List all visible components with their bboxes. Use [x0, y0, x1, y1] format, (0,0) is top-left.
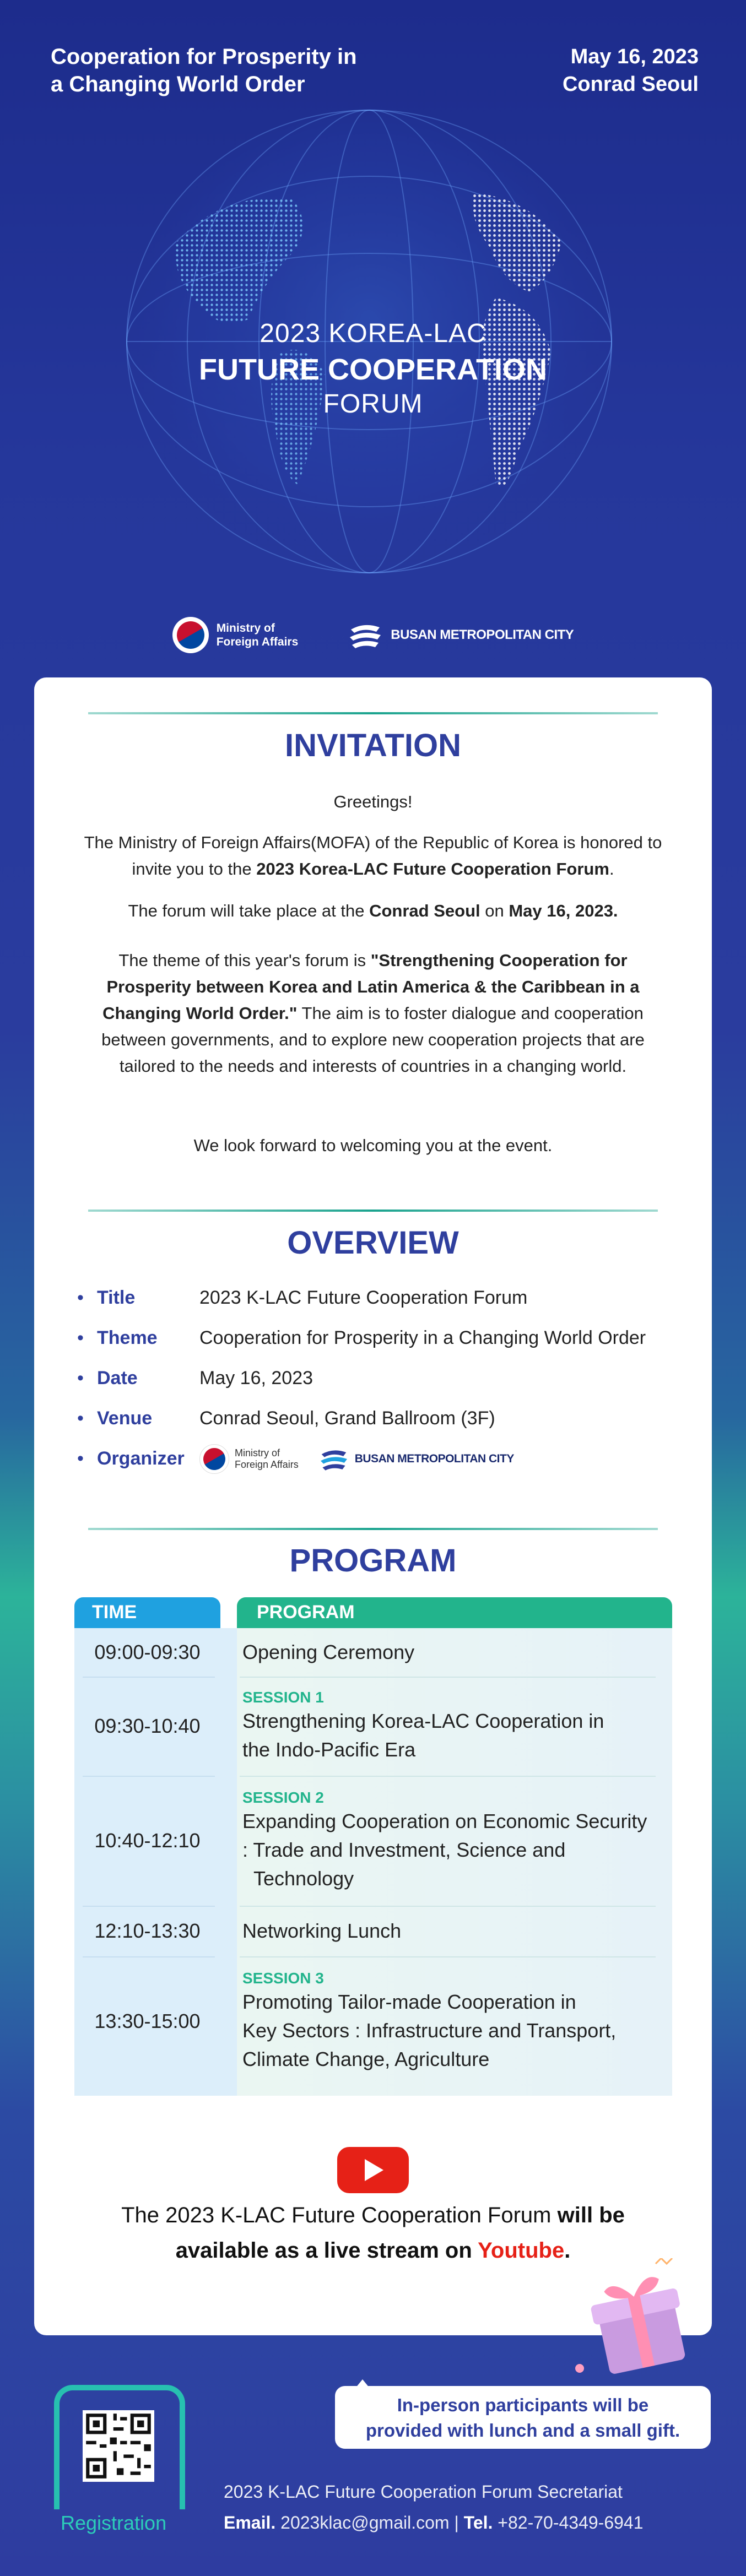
email-label: Email.: [224, 2513, 276, 2532]
row-program: [220, 1776, 672, 1906]
row-divider: [240, 1906, 656, 1907]
p2-on: on: [480, 901, 509, 920]
youtube-icon[interactable]: [337, 2147, 409, 2193]
forum-title-line3: FORUM: [323, 389, 423, 419]
program-rows: [74, 1628, 672, 2086]
p3-theme: "Strengthening Cooperation for Prosperity between Korea and Latin America & the Caribbean in a Changing World Order.": [102, 951, 640, 1023]
row-time: 13:30-15:00: [94, 2010, 201, 2032]
secretariat-name: 2023 K-LAC Future Cooperation Forum Secretariat: [224, 2482, 623, 2502]
p2-text: The forum will take place at the: [128, 901, 370, 920]
bullet: •: [77, 1408, 84, 1429]
section-rule: [88, 1528, 658, 1530]
overview-value: Cooperation for Prosperity in a Changing World Order: [199, 1327, 646, 1348]
invitation-p4: We look forward to welcoming you at the event.: [193, 1136, 553, 1155]
hero-venue: Conrad Seoul: [562, 73, 699, 96]
hero-theme: [51, 43, 403, 98]
tel-link[interactable]: +82-70-4349-6941: [498, 2513, 644, 2532]
section-rule: [88, 1210, 658, 1212]
table-row: [74, 1906, 672, 1956]
mofa-line2: Foreign Affairs: [216, 636, 299, 648]
email-link[interactable]: 2023klac@gmail.com: [280, 2513, 450, 2532]
youtube-link[interactable]: Youtube: [478, 2238, 565, 2263]
program-title: PROGRAM: [289, 1543, 457, 1579]
livestream-end: .: [564, 2238, 571, 2263]
secretariat-contact: [224, 2513, 644, 2533]
gift-note: [335, 2386, 711, 2449]
row-time: 12:10-13:30: [94, 1919, 201, 1942]
overview-row-date: [77, 1358, 683, 1398]
row-program: [220, 1677, 672, 1776]
busan-text: BUSAN METROPOLITAN CITY: [391, 627, 574, 642]
livestream-bold-2: available as a live stream on: [175, 2238, 478, 2263]
busan-logo: [318, 1446, 514, 1472]
bullet: •: [77, 1327, 84, 1348]
bullet: •: [77, 1368, 84, 1389]
hero-theme-line1: Cooperation for Prosperity in: [51, 45, 357, 69]
taeguk-icon: [199, 1444, 229, 1474]
invitation-card: [34, 677, 712, 2335]
hero-date-venue: [563, 43, 699, 98]
overview-value: May 16, 2023: [199, 1368, 313, 1389]
program-table-header: [74, 1597, 672, 1628]
bullet: •: [77, 1448, 84, 1469]
p2-date: May 16, 2023.: [509, 901, 618, 920]
table-row: [74, 1776, 672, 1906]
overview-value: Conrad Seoul, Grand Ballroom (3F): [199, 1408, 495, 1429]
invitation-title: INVITATION: [284, 728, 462, 763]
mofa-logo: [172, 617, 299, 653]
overview-list: [77, 1278, 683, 1479]
row-line: Expanding Cooperation on Economic Security: [242, 1810, 647, 1832]
p1-text: The Ministry of Foreign Affairs(MOFA) of the Republic of Korea is honored to invite you to the: [84, 833, 662, 878]
busan-text: BUSAN METROPOLITAN CITY: [354, 1452, 514, 1465]
row-program: [220, 1628, 672, 1677]
organizer-logos: [199, 1444, 514, 1474]
greeting: Greetings!: [333, 792, 413, 811]
note-line1: In-person participants will be: [397, 2395, 649, 2415]
row-divider: [240, 1677, 656, 1678]
note-line2: provided with lunch and a small gift.: [365, 2420, 680, 2441]
overview-value: 2023 K-LAC Future Cooperation Forum: [199, 1287, 528, 1308]
row-divider: [240, 1956, 656, 1957]
row-line: Strengthening Korea-LAC Cooperation in: [242, 1710, 604, 1732]
mofa-line2: Foreign Affairs: [235, 1458, 299, 1470]
row-time: 09:30-10:40: [94, 1715, 201, 1737]
table-row: [74, 1956, 672, 2086]
row-line: Promoting Tailor-made Cooperation in: [242, 1991, 576, 2013]
overview-title: OVERVIEW: [287, 1225, 459, 1261]
mofa-line1: Ministry of: [216, 622, 275, 634]
gift-box-icon: [573, 2258, 700, 2379]
row-time: 09:00-09:30: [94, 1641, 201, 1663]
session-label: SESSION 2: [242, 1789, 324, 1806]
tel-label: Tel.: [463, 2513, 493, 2532]
invitation-p3: [67, 947, 679, 1080]
overview-row-organizer: [77, 1439, 683, 1479]
mofa-logo: [199, 1444, 299, 1474]
busan-wave-icon: [348, 620, 383, 650]
row-line: the Indo-Pacific Era: [242, 1738, 416, 1761]
qr-code-icon[interactable]: [83, 2410, 154, 2482]
row-line: Opening Ceremony: [242, 1641, 415, 1663]
col-header-time: TIME: [74, 1597, 220, 1628]
hero-date: May 16, 2023: [570, 45, 699, 68]
overview-label: Date: [97, 1368, 138, 1389]
row-divider: [83, 1956, 215, 1957]
hero-banner: [0, 0, 746, 677]
row-line: Climate Change, Agriculture: [242, 2048, 490, 2070]
table-row: [74, 1677, 672, 1776]
row-time: 10:40-12:10: [94, 1829, 201, 1852]
host-logos: [0, 617, 746, 653]
overview-label: Theme: [97, 1327, 158, 1348]
livestream-notice: [67, 2198, 679, 2268]
overview-row-theme: [77, 1318, 683, 1358]
row-line: : Trade and Investment, Science and: [242, 1839, 566, 1861]
invitation-p1: [67, 829, 679, 882]
taeguk-icon: [172, 617, 209, 653]
p1-forum-name: 2023 Korea-LAC Future Cooperation Forum: [256, 859, 609, 878]
play-icon: [365, 2159, 383, 2181]
registration-label[interactable]: Registration: [61, 2512, 167, 2534]
busan-wave-icon: [318, 1446, 349, 1472]
p3-aim: The aim is to foster dialogue and cooperation between governments, and to explore new cooperation projects that are tailored to the needs and interests of countries in a changing world.: [101, 1004, 645, 1076]
bullet: •: [77, 1287, 84, 1308]
overview-row-title: [77, 1278, 683, 1318]
livestream-bold: will be: [557, 2203, 625, 2227]
p2-venue: Conrad Seoul: [369, 901, 480, 920]
table-row: [74, 1628, 672, 1677]
row-divider: [83, 1776, 215, 1777]
row-line: Key Sectors : Infrastructure and Transport,: [242, 2019, 617, 2042]
forum-title-line2: FUTURE COOPERATION: [199, 353, 547, 386]
overview-label: Title: [97, 1287, 136, 1308]
overview-label: Venue: [97, 1408, 153, 1429]
session-label: SESSION 1: [242, 1689, 324, 1706]
overview-label: Organizer: [97, 1448, 185, 1469]
col-header-program: PROGRAM: [237, 1597, 672, 1628]
program-table: [74, 1597, 672, 2096]
section-rule: [88, 712, 658, 714]
overview-row-venue: [77, 1398, 683, 1439]
livestream-text: The 2023 K-LAC Future Cooperation Forum: [121, 2203, 558, 2227]
row-divider: [83, 1677, 215, 1678]
row-line: Networking Lunch: [242, 1919, 402, 1942]
busan-logo: [348, 620, 574, 650]
row-line: Technology: [253, 1867, 354, 1890]
session-label: SESSION 3: [242, 1970, 324, 1987]
forum-title-line1: 2023 KOREA-LAC: [260, 319, 486, 348]
mofa-line1: Ministry of: [235, 1447, 280, 1458]
invitation-p2: [67, 898, 679, 924]
p3-text: The theme of this year's forum is: [118, 951, 371, 970]
hero-theme-line2: a Changing World Order: [51, 72, 305, 96]
p1-end: .: [609, 859, 614, 878]
separator: |: [454, 2513, 459, 2532]
row-program: [220, 1956, 672, 2086]
row-program: [220, 1906, 672, 1956]
row-divider: [83, 1906, 215, 1907]
row-divider: [240, 1776, 656, 1777]
